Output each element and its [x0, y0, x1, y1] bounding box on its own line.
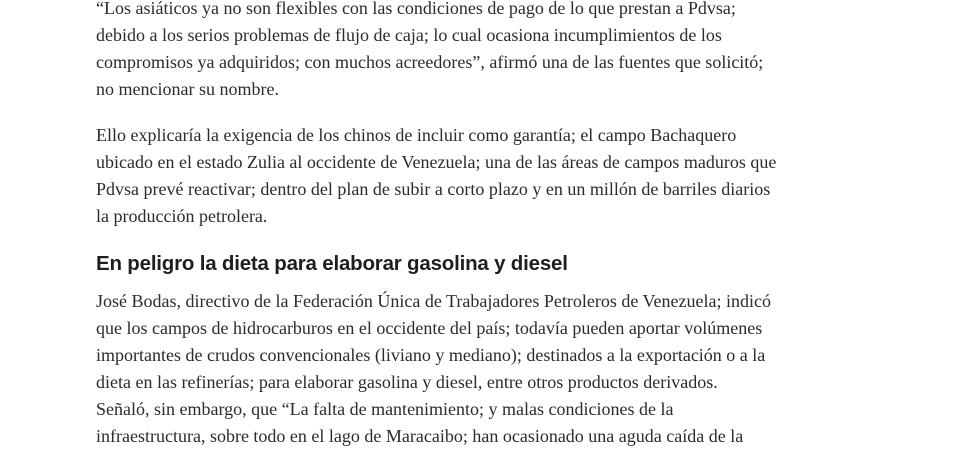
paragraph-line: Señaló, sin embargo, que “La falta de mantenimiento; y malas condiciones de la	[96, 399, 674, 419]
section-heading: En peligro la dieta para elaborar gasolina y diesel	[96, 252, 568, 275]
paragraph-line: José Bodas, directivo de la Federación Única de Trabajadores Petroleros de Venezuela; indicó	[96, 291, 771, 311]
article-body	[96, 0, 856, 450]
paragraph-line: ubicado en el estado Zulia al occidente de Venezuela; una de las áreas de campos maduros que	[96, 152, 777, 172]
paragraph-line: compromisos ya adquiridos; con muchos acreedores”, afirmó una de las fuentes que solicitó;	[96, 52, 764, 72]
paragraph-line: “Los asiáticos ya no son flexibles con las condiciones de pago de lo que prestan a Pdvsa;	[96, 0, 736, 18]
paragraph-asian-creditors	[96, 0, 856, 103]
paragraph-line: dieta en las refinerías; para elaborar gasolina y diesel, entre otros productos derivados.	[96, 372, 718, 392]
paragraph-bachaquero-guarantee	[96, 122, 856, 230]
paragraph-jose-bodas	[96, 288, 856, 450]
paragraph-line: Pdvsa prevé reactivar; dentro del plan de subir a corto plazo y en un millón de barriles diarios	[96, 179, 771, 199]
paragraph-line: la producción petrolera.	[96, 206, 268, 226]
paragraph-line: Ello explicaría la exigencia de los chinos de incluir como garantía; el campo Bachaquero	[96, 125, 737, 145]
paragraph-line: no mencionar su nombre.	[96, 79, 279, 99]
paragraph-line: debido a los serios problemas de flujo de caja; lo cual ocasiona incumplimientos de los	[96, 25, 722, 45]
paragraph-line: importantes de crudos convencionales (liviano y mediano); destinados a la exportación o a la	[96, 345, 766, 365]
paragraph-line: infraestructura, sobre todo en el lago de Maracaibo; han ocasionado una aguda caída de la	[96, 426, 744, 446]
paragraph-line: que los campos de hidrocarburos en el occidente del país; todavía pueden aportar volúmenes	[96, 318, 763, 338]
